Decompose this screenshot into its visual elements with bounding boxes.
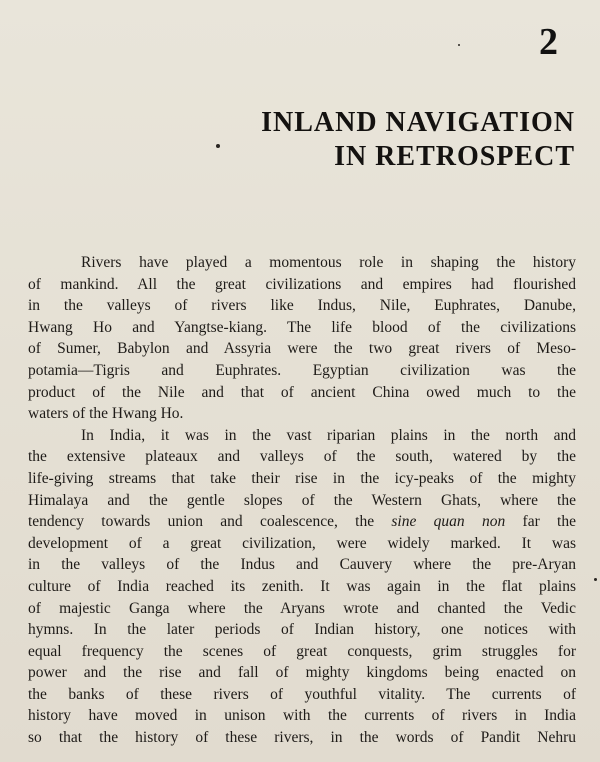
text-line: history have moved in unison with the currents of rivers in India bbox=[28, 707, 576, 725]
chapter-number: 2 bbox=[539, 21, 558, 63]
chapter-title-line-2: IN RETROSPECT bbox=[334, 141, 575, 172]
text-line: Rivers have played a momentous role in shaping the history bbox=[81, 254, 576, 271]
ink-speck bbox=[458, 44, 460, 46]
text-line: the banks of these rivers of youthful vitality. The currents of bbox=[28, 685, 576, 703]
text-line: power and the rise and fall of mighty kingdoms being enacted on bbox=[28, 664, 576, 682]
ink-speck bbox=[594, 578, 597, 581]
text-line: in the valleys of rivers like Indus, Nile, Euphrates, Danube, bbox=[28, 297, 576, 315]
text-line: tendency towards union and coalescence, the sine quan non far the bbox=[28, 513, 576, 531]
text-line: Hwang Ho and Yangtse-kiang. The life blood of the civilizations bbox=[28, 318, 576, 336]
text-line: product of the Nile and that of ancient China owed much to the bbox=[28, 383, 576, 401]
text-line: of mankind. All the great civilizations and empires had flourished bbox=[28, 275, 576, 293]
chapter-title bbox=[261, 106, 575, 174]
text-line: culture of India reached its zenith. It was again in the flat plains bbox=[28, 577, 576, 595]
text-line: so that the history of these rivers, in the words of Pandit Nehru bbox=[28, 729, 576, 747]
text-line: in the valleys of the Indus and Cauvery where the pre-Aryan bbox=[28, 556, 576, 574]
text-line: hymns. In the later periods of Indian history, one notices with bbox=[28, 621, 576, 639]
ink-speck bbox=[216, 144, 220, 148]
chapter-title-line-1: INLAND NAVIGATION bbox=[261, 107, 575, 138]
text-line: potamia—Tigris and Euphrates. Egyptian civilization was the bbox=[28, 361, 576, 379]
text-line: of Sumer, Babylon and Assyria were the two great rivers of Meso- bbox=[28, 340, 576, 358]
text-line: development of a great civilization, were widely marked. It was bbox=[28, 534, 576, 552]
text-line: In India, it was in the vast riparian plains in the north and bbox=[81, 426, 576, 444]
text-line: of majestic Ganga where the Aryans wrote and chanted the Vedic bbox=[28, 599, 576, 617]
text-line: equal frequency the scenes of great conquests, grim struggles for bbox=[28, 642, 576, 660]
text-line: life-giving streams that take their rise in the icy-peaks of the mighty bbox=[28, 469, 576, 487]
text-line: waters of the Hwang Ho. bbox=[28, 405, 184, 423]
text-line: the extensive plateaux and valleys of the south, watered by the bbox=[28, 448, 576, 466]
text-line: Himalaya and the gentle slopes of the Western Ghats, where the bbox=[28, 491, 576, 509]
body-text bbox=[28, 252, 576, 749]
